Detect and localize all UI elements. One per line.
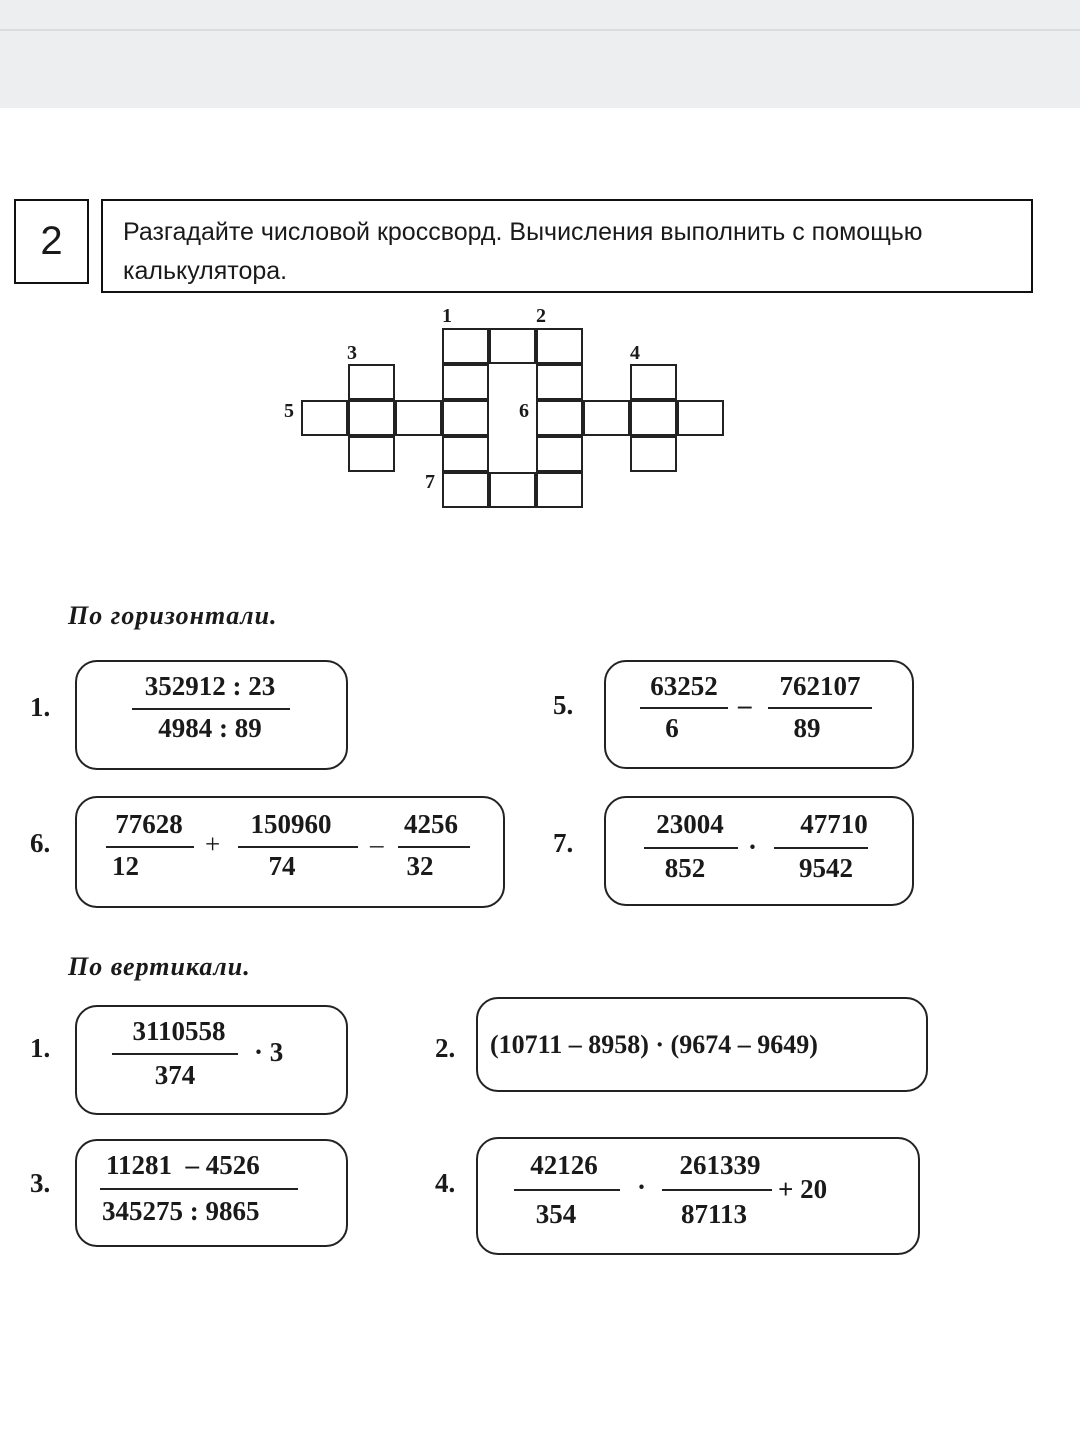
top-bar-divider	[0, 29, 1080, 31]
h6-denominator-3: 32	[406, 851, 434, 881]
crossword-cell[interactable]	[536, 328, 583, 364]
v4-operator: ·	[637, 1172, 647, 1202]
h7-operator: ·	[748, 832, 758, 862]
crossword-cell[interactable]	[536, 364, 583, 400]
crossword-grid	[270, 300, 740, 520]
h7-denominator-2: 9542	[799, 853, 853, 883]
fraction-line	[774, 847, 868, 849]
h6-denominator-1: 12	[112, 851, 139, 881]
fraction-line	[112, 1053, 238, 1055]
fraction-line	[644, 847, 738, 849]
h6-number: 6.	[30, 828, 51, 858]
h5-denominator-1: 6	[665, 713, 679, 743]
crossword-cell[interactable]	[630, 364, 677, 400]
crossword-cell[interactable]	[348, 436, 395, 472]
v1-number: 1.	[30, 1033, 51, 1063]
crossword-cell[interactable]	[301, 400, 348, 436]
h6-denominator-2: 74	[268, 851, 296, 881]
h6-operator-1: +	[205, 829, 221, 859]
v1-denominator: 374	[154, 1060, 196, 1090]
clue-number-6: 6	[519, 400, 529, 422]
crossword-cell[interactable]	[442, 328, 489, 364]
crossword-cell[interactable]	[630, 400, 677, 436]
h5-numerator-2: 762107	[779, 671, 861, 701]
vertical-heading: По вертикали.	[68, 952, 251, 981]
h1-numerator: 352912 : 23	[144, 671, 276, 701]
crossword-cell[interactable]	[489, 472, 536, 508]
v4-denominator-1: 354	[535, 1199, 577, 1229]
h1-denominator: 4984 : 89	[158, 713, 262, 743]
crossword-cell[interactable]	[536, 472, 583, 508]
h7-number: 7.	[553, 828, 574, 858]
h7-denominator-1: 852	[664, 853, 706, 883]
h5-number: 5.	[553, 690, 574, 720]
v4-denominator-2: 87113	[680, 1199, 747, 1229]
h6-numerator-2: 150960	[250, 809, 332, 839]
v4-numerator-2: 261339	[679, 1150, 761, 1180]
v1-tail: · 3	[254, 1037, 284, 1067]
fraction-line	[238, 846, 358, 848]
crossword-cell[interactable]	[395, 400, 442, 436]
v4-numerator-1: 42126	[530, 1150, 598, 1180]
h7-numerator-2: 47710	[800, 809, 868, 839]
h5-numerator-1: 63252	[650, 671, 718, 701]
v3-number: 3.	[30, 1168, 51, 1198]
fraction-line	[640, 707, 728, 709]
task-number: 2	[14, 199, 89, 284]
fraction-line	[100, 1188, 298, 1190]
crossword-cell[interactable]	[442, 472, 489, 508]
h6-numerator-3: 4256	[404, 809, 458, 839]
task-instruction: Разгадайте числовой кроссворд. Вычисления выполнить с помощью калькулятора.	[101, 199, 1033, 293]
v4-number: 4.	[435, 1168, 456, 1198]
h5-operator: –	[738, 690, 752, 720]
fraction-line	[662, 1189, 772, 1191]
h6-numerator-1: 77628	[115, 809, 183, 839]
clue-number-7: 7	[425, 471, 435, 493]
crossword-cell[interactable]	[536, 400, 583, 436]
fraction-line	[768, 707, 872, 709]
crossword-cell[interactable]	[348, 364, 395, 400]
horizontal-heading: По горизонтали.	[68, 601, 278, 630]
v3-denominator: 345275 : 9865	[102, 1196, 260, 1226]
fraction-line	[132, 708, 290, 710]
fraction-line	[106, 846, 194, 848]
crossword-cell[interactable]	[442, 364, 489, 400]
h7-numerator-1: 23004	[656, 809, 724, 839]
v1-numerator: 3110558	[132, 1016, 226, 1046]
crossword-cell[interactable]	[630, 436, 677, 472]
v4-tail: + 20	[778, 1174, 828, 1204]
h1-number: 1.	[30, 692, 51, 722]
crossword-cell[interactable]	[536, 436, 583, 472]
clue-number-5: 5	[284, 400, 294, 422]
crossword-cell[interactable]	[442, 436, 489, 472]
h5-denominator-2: 89	[793, 713, 821, 743]
crossword-cell[interactable]	[583, 400, 630, 436]
crossword-cell[interactable]	[442, 400, 489, 436]
v3-numerator: 11281 – 4526	[106, 1150, 260, 1180]
crossword-cell[interactable]	[348, 400, 395, 436]
crossword-cell[interactable]	[677, 400, 724, 436]
crossword-cell[interactable]	[489, 328, 536, 364]
clue-number-1: 1	[442, 305, 452, 327]
clue-number-3: 3	[347, 342, 357, 364]
clue-number-2: 2	[536, 305, 546, 327]
fraction-line	[398, 846, 470, 848]
v2-number: 2.	[435, 1033, 456, 1063]
v2-expression: (10711 – 8958) · (9674 – 9649)	[490, 1030, 818, 1059]
clue-number-4: 4	[630, 342, 640, 364]
h6-operator-2: –	[370, 829, 384, 859]
top-bar	[0, 0, 1080, 108]
fraction-line	[514, 1189, 620, 1191]
